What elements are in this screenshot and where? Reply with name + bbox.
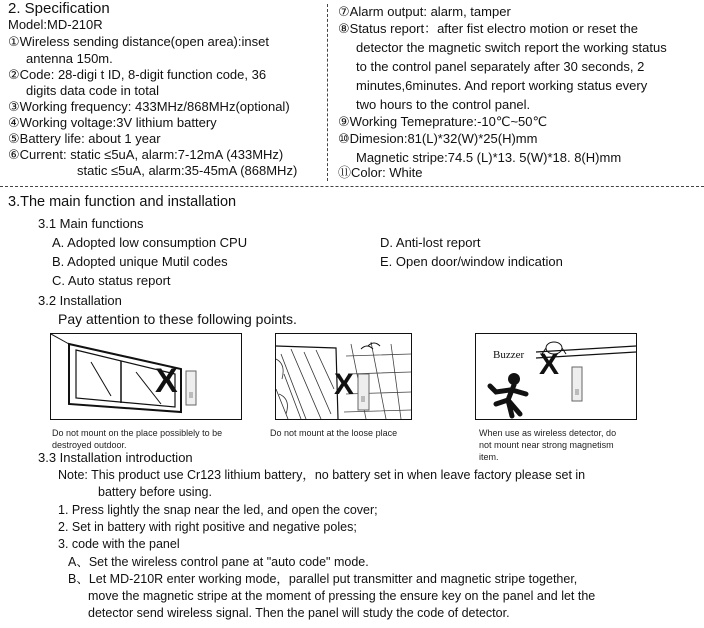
spec-line: ⑤Battery life: about 1 year bbox=[8, 131, 161, 146]
caption-outdoor: Do not mount on the place possiblely to be bbox=[52, 428, 223, 438]
figure-outdoor bbox=[50, 333, 242, 420]
sub-step-item: move the magnetic stripe at the moment of pressing the ensure key on the panel and let the bbox=[88, 589, 596, 603]
spec-line: ⑨Working Temeprature:-10℃~50℃ bbox=[338, 114, 548, 129]
spec-line: ②Code: 28-digi t ID, 8-digit function code, 36 bbox=[8, 67, 267, 82]
note-line: Note: This product use Cr123 lithium battery，no battery set in when leave factory please set in bbox=[58, 468, 586, 482]
spec-line: ③Working frequency: 433MHz/868MHz(optional) bbox=[8, 99, 290, 114]
spec-line: static ≤5uA, alarm:35-45mA (868MHz) bbox=[77, 163, 298, 178]
subsection-title: 3.3 Installation introduction bbox=[38, 450, 193, 465]
spec-line: ⑪Color: White bbox=[338, 165, 423, 180]
step-item: 2. Set in battery with right positive and negative poles; bbox=[58, 520, 357, 534]
sub-step-item: B、Let MD-210R enter working mode，parallel put transmitter and magnetic stripe together, bbox=[68, 572, 578, 586]
spec-line: ①Wireless sending distance(open area):inset bbox=[8, 34, 269, 49]
attention-text: Pay attention to these following points. bbox=[58, 311, 297, 327]
spec-line: Magnetic stripe:74.5 (L)*13. 5(W)*18. 8(H)mm bbox=[356, 150, 622, 165]
step-item: 1. Press lightly the snap near the led, and open the cover; bbox=[58, 503, 378, 517]
x-mark-icon: X bbox=[155, 362, 178, 400]
section-divider bbox=[0, 186, 704, 187]
note-line: battery before using. bbox=[98, 485, 212, 499]
caption-outdoor: destroyed outdoor. bbox=[52, 440, 127, 450]
spec-line: ④Working voltage:3V lithium battery bbox=[8, 115, 217, 130]
caption-magnetism: item. bbox=[479, 452, 499, 462]
sub-step-item: detector send wireless signal. Then the panel will study the code of detector. bbox=[88, 606, 510, 620]
subsection-title: 3.1 Main functions bbox=[38, 216, 144, 231]
spec-line: ⑧Status report：after fist electro motion or reset the bbox=[338, 21, 638, 36]
caption-magnetism: When use as wireless detector, do bbox=[479, 428, 617, 438]
spec-line: antenna 150m. bbox=[26, 51, 113, 66]
spec-line: two hours to the control panel. bbox=[356, 97, 531, 112]
sub-step-item: A、Set the wireless control pane at "auto code" mode. bbox=[68, 555, 369, 569]
function-item: D. Anti-lost report bbox=[380, 235, 481, 250]
spec-title: 2. Specification bbox=[8, 0, 110, 17]
spec-line: Model:MD-210R bbox=[8, 17, 103, 32]
step-item: 3. code with the panel bbox=[58, 537, 180, 551]
spec-line: ⑦Alarm output: alarm, tamper bbox=[338, 4, 511, 19]
caption-magnetism: not mount near strong magnetism bbox=[479, 440, 614, 450]
spec-line: digits data code in total bbox=[26, 83, 159, 98]
x-mark-icon: X bbox=[334, 368, 355, 401]
spec-line: to the control panel separately after 30 seconds, 2 bbox=[356, 59, 645, 74]
main-title: 3.The main function and installation bbox=[8, 194, 237, 210]
spec-line: ⑥Current: static ≤5uA, alarm:7-12mA (433MHz) bbox=[8, 147, 284, 162]
function-item: E. Open door/window indication bbox=[380, 254, 563, 269]
window-illustration bbox=[51, 334, 241, 419]
buzzer-label: Buzzer bbox=[493, 349, 525, 361]
spec-line: ⑩Dimesion:81(L)*32(W)*25(H)mm bbox=[338, 131, 538, 146]
caption-loose: Do not mount at the loose place bbox=[270, 428, 398, 438]
function-item: C. Auto status report bbox=[52, 273, 171, 288]
figure-loose bbox=[275, 333, 412, 420]
spec-line: minutes,6minutes. And report working status every bbox=[356, 78, 648, 93]
figure-magnetism bbox=[475, 333, 637, 420]
subsection-title: 3.2 Installation bbox=[38, 293, 122, 308]
function-item: B. Adopted unique Mutil codes bbox=[52, 254, 228, 269]
function-item: A. Adopted low consumption CPU bbox=[52, 235, 248, 250]
column-divider bbox=[327, 4, 328, 181]
x-mark-icon: X bbox=[539, 348, 560, 381]
spec-line: detector the magnetic switch report the working status bbox=[356, 40, 667, 55]
